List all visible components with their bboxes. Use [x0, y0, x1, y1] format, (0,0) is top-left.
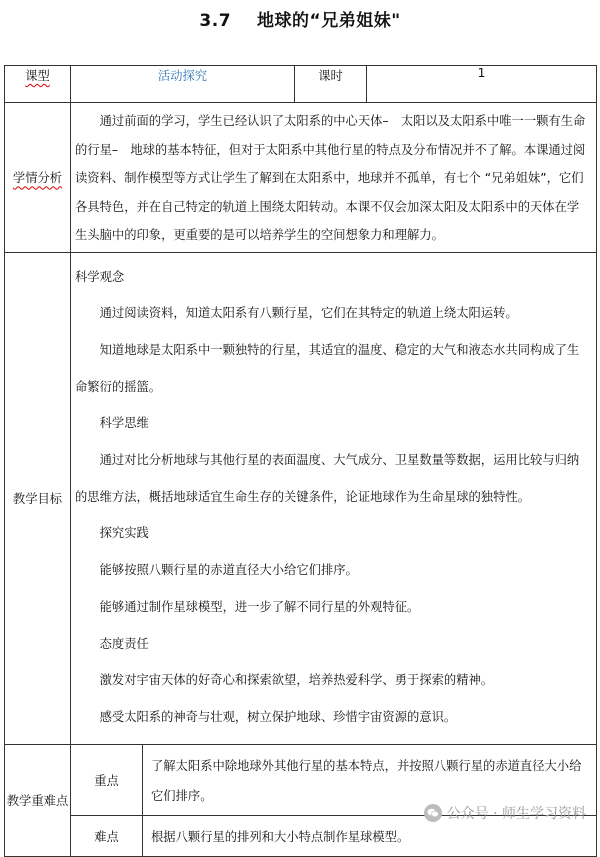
goal-heading-concept: 科学观念 [75, 269, 125, 284]
document-title [0, 6, 600, 31]
situation-content [71, 103, 597, 253]
lesson-type-label-cell [5, 66, 71, 103]
goal-heading-attitude: 态度责任 [99, 636, 149, 651]
goals-row [5, 252, 597, 744]
situation-row [5, 103, 597, 253]
situation-text: 通过前面的学习，学生已经认识了太阳系的中心天体– 太阳以及太阳系中唯一一颗有生命的行星– 地球的基本特征，但对于太阳系中其他行星的特点及分布情况并不了解。本课通过阅读资料、制作模型等方式让学生了解到在太阳系中，地球并不孤单，有七个 “兄弟姐妹”，它们各具特色，并在自己特定的轨道上围绕太阳转动。本课不仅会加深太阳及太阳系中的天体在学生头脑中的印象，更重要的是可以培养学生的空间想象力和理解力。 [75, 114, 586, 242]
goal-heading-thinking: 科学思维 [99, 416, 149, 431]
lesson-type-label: 课型 [25, 69, 50, 83]
section-title: 地球的“兄弟姐妹" [257, 11, 401, 31]
difficult-label: 难点 [71, 815, 143, 856]
goals-label: 教学目标 [5, 252, 71, 744]
situation-label: 学情分析 [12, 171, 63, 186]
goal-heading-practice: 探究实践 [99, 526, 149, 541]
difficult-text: 根据八颗行星的排列和大小特点制作星球模型。 [151, 829, 410, 844]
goal-item: 激发对宇宙天体的好奇心和探索欲望，培养热爱科学、勇于探索的精神。 [99, 673, 494, 688]
goal-item: 知道地球是太阳系中一颗独特的行星，其适宜的温度、稳定的大气和液态水共同构成了生命繁衍的摇篮。 [75, 342, 580, 394]
lesson-plan-table [4, 65, 597, 857]
key-difficult-label: 教学重难点 [5, 744, 71, 856]
lesson-period-label: 课时 [295, 66, 367, 103]
situation-label-cell [5, 103, 71, 253]
watermark [424, 803, 586, 823]
watermark-text: 公众号 · 师生学习资料 [446, 806, 586, 822]
goal-item: 能够通过制作星球模型，进一步了解不同行星的外观特征。 [99, 599, 420, 614]
lesson-type-value: 活动探究 [71, 66, 295, 103]
lesson-period-value: 1 [367, 66, 597, 103]
goal-item: 通过对比分析地球与其他行星的表面温度、大气成分、卫星数量等数据，运用比较与归纳的思维方法，概括地球适宜生命生存的关键条件，论证地球作为生命星球的独特性。 [75, 453, 580, 504]
key-label: 重点 [71, 744, 143, 815]
goal-item: 通过阅读资料，知道太阳系有八颗行星，它们在其特定的轨道上绕太阳运转。 [99, 306, 518, 321]
header-row [5, 66, 597, 103]
goals-content [71, 252, 597, 744]
key-text: 了解太阳系中除地球外其他行星的基本特点，并按照八颗行星的赤道直径大小给它们排序。 [151, 758, 582, 803]
goal-item: 感受太阳系的神奇与壮观，树立保护地球、珍惜宇宙资源的意识。 [99, 709, 457, 724]
goal-item: 能够按照八颗行星的赤道直径大小给它们排序。 [99, 563, 358, 578]
section-number: 3.7 [199, 11, 232, 31]
wechat-icon [424, 804, 442, 822]
